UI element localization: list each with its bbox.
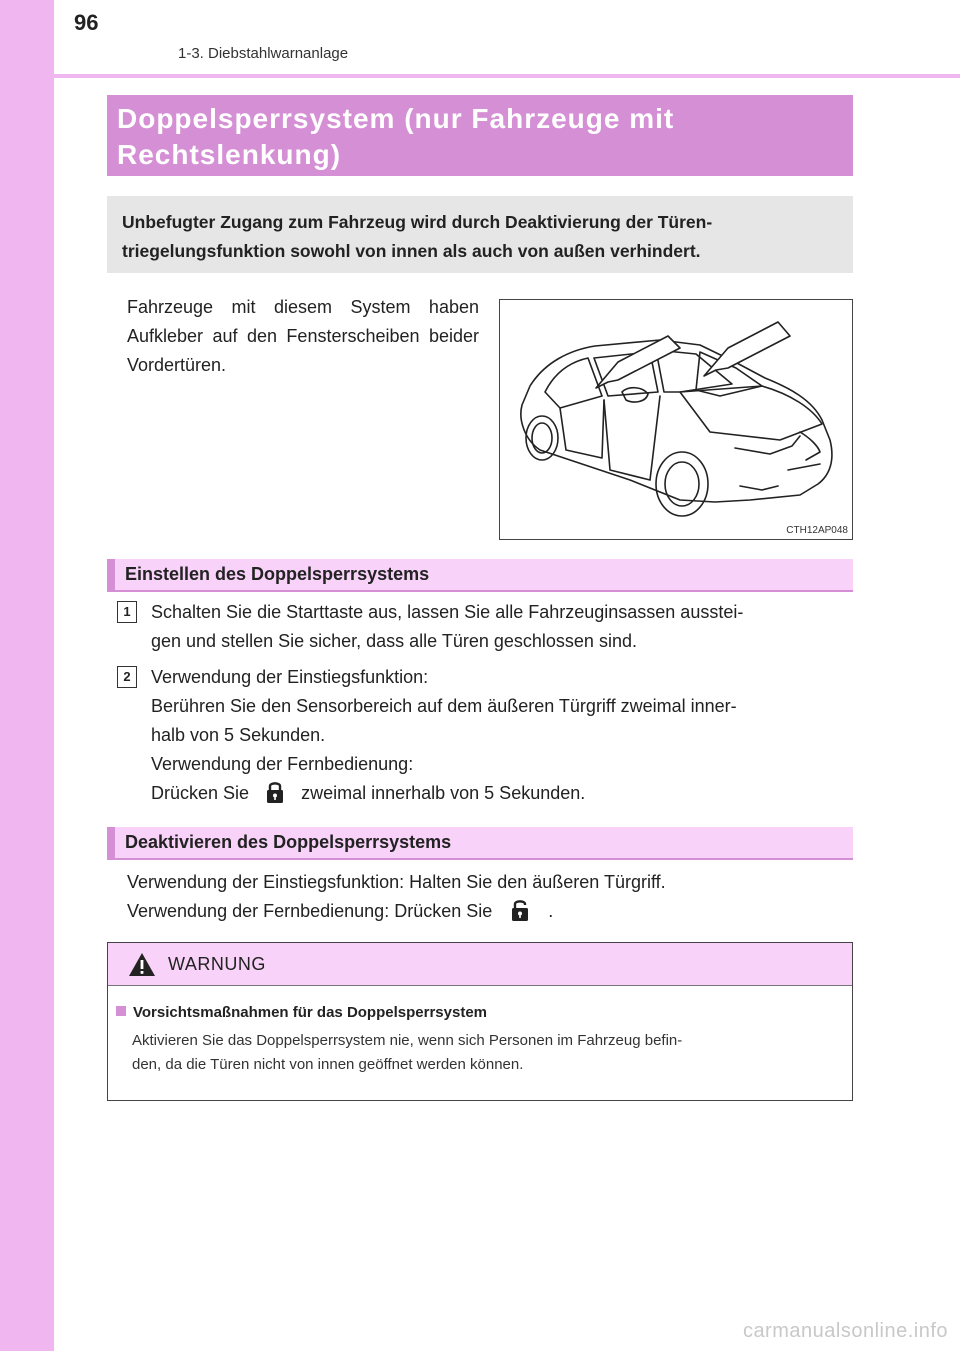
page-number: 96 (74, 10, 99, 35)
deactivate-heading: Deaktivieren des Doppelsperrsystems (107, 827, 853, 860)
step-1-line2: gen und stellen Sie sicher, dass alle Türen geschlossen sind. (151, 631, 637, 651)
running-head: 1-3. Diebstahlwarnanlage (178, 45, 349, 62)
step-2-line5 (151, 779, 851, 808)
warning-subheading-text: Vorsichtsmaßnahmen für das Doppelsperrsystem (133, 1004, 487, 1021)
step-2-line1: Verwendung der Einstiegsfunktion: (151, 667, 429, 687)
figure-code: CTH12AP048 (786, 525, 848, 536)
main-title-line2: Rechtslenkung) (117, 139, 342, 170)
step-2-press-label: Drücken Sie (151, 783, 250, 803)
step-1-line1: Schalten Sie die Starttaste aus, lassen Sie alle Fahrzeuginsassen ausstei- (151, 602, 744, 622)
intro-line2: triegelungsfunktion sowohl von innen als auch von außen verhindert. (122, 241, 701, 261)
deactivate-line2 (127, 897, 553, 926)
warning-line2: den, da die Türen nicht von innen geöffnet werden können. (132, 1056, 524, 1073)
step-1-text (151, 598, 851, 656)
step-2-line4: Verwendung der Fernbedienung: (151, 754, 414, 774)
deactivate-line1: Verwendung der Einstiegsfunktion: Halten Sie den äußeren Türgriff. (127, 872, 666, 892)
watermark: carmanualsonline.info (742, 1320, 948, 1342)
step-2-press-suffix: zweimal innerhalb von 5 Sekunden. (301, 783, 586, 803)
lock-icon (264, 779, 286, 805)
warning-box (107, 942, 853, 1101)
deactivate-press-label: Verwendung der Fernbedienung: Drücken Sie (127, 901, 493, 921)
main-title-line1: Doppelsperrsystem (nur Fahrzeuge mit (117, 103, 675, 134)
side-band (0, 0, 54, 1351)
description-text: Fahrzeuge mit diesem System haben Aufkleber auf den Fensterscheiben beider Vordertüren. (127, 297, 479, 375)
car-figure (499, 299, 853, 540)
warning-subheading (116, 1004, 487, 1021)
setting-heading: Einstellen des Doppelsperrsystems (107, 559, 853, 592)
warning-header (108, 943, 852, 986)
square-bullet-icon (116, 1006, 126, 1016)
intro-box (107, 196, 853, 273)
step-number-2: 2 (117, 666, 137, 688)
warning-body (132, 1029, 840, 1077)
warning-line1: Aktivieren Sie das Doppelsperrsystem nie, wenn sich Personen im Fahrzeug befin- (132, 1032, 683, 1049)
unlock-icon (509, 897, 531, 923)
header-rule (54, 74, 960, 78)
intro-line1: Unbefugter Zugang zum Fahrzeug wird durch Deaktivierung der Türen- (122, 212, 713, 232)
deactivate-press-suffix: . (548, 901, 554, 921)
warning-triangle-icon (128, 952, 156, 977)
car-illustration-icon (500, 300, 852, 539)
step-2-line3: halb von 5 Sekunden. (151, 725, 326, 745)
step-2-line2: Berühren Sie den Sensorbereich auf dem äußeren Türgriff zweimal inner- (151, 696, 737, 716)
main-title (107, 95, 853, 176)
step-number-1: 1 (117, 601, 137, 623)
warning-label: WARNUNG (168, 954, 266, 974)
step-2-text (151, 663, 851, 808)
